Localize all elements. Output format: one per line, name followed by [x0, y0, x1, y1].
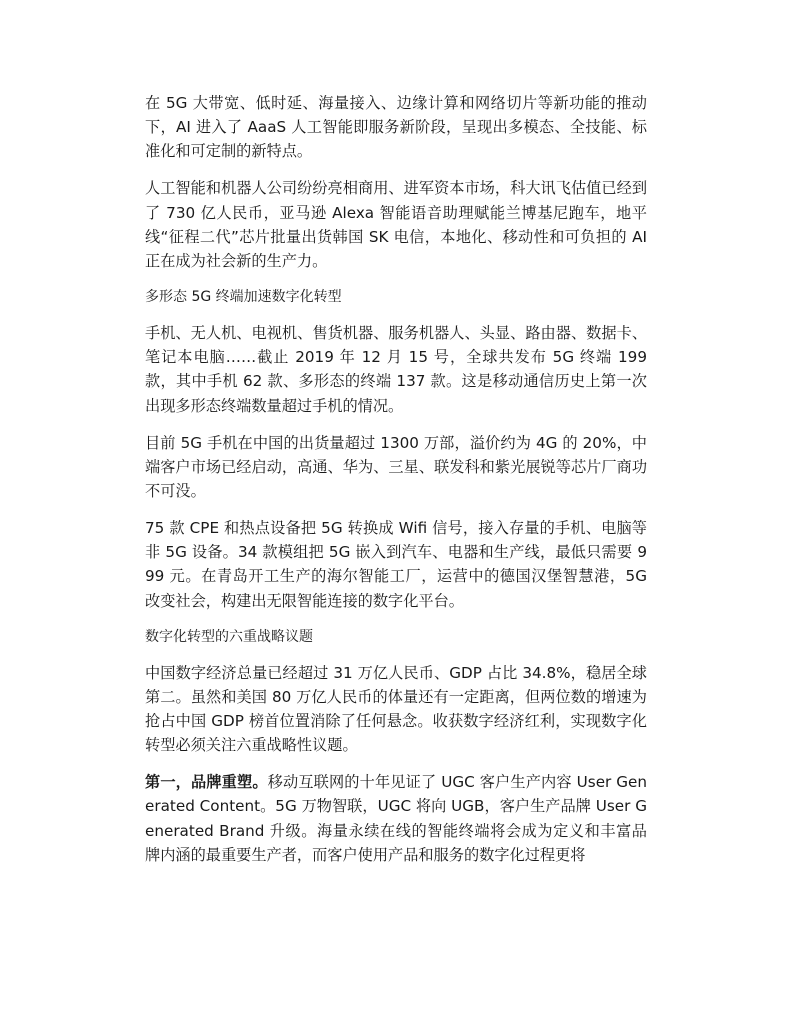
paragraph-aaas: 在 5G 大带宽、低时延、海量接入、边缘计算和网络切片等新功能的推动下，AI 进入了 AaaS 人工智能即服务新阶段，呈现出多模态、全技能、标准化和可定制的新特点。	[145, 94, 647, 161]
paragraph-ai-companies: 人工智能和机器人公司纷纷亮相商用、进军资本市场，科大讯飞估值已经到了 730 亿人民币，亚马逊 Alexa 智能语音助理赋能兰博基尼跑车，地平线“征程二代”芯片批量出货韩国 SK 电信，本地化、移动性和可负担的 AI 正在成为社会新的生产力。	[145, 179, 647, 271]
section-heading-strategy: 数字化转型的六重战略议题	[145, 628, 313, 645]
paragraph-brand-rebuild	[145, 770, 647, 867]
paragraph-digital-economy: 中国数字经济总量已经超过 31 万亿人民币、GDP 占比 34.8%，稳居全球第二。虽然和美国 80 万亿人民币的体量还有一定距离，但两位数的增速为抢占中国 GDP 榜首位置消除了任何悬念。收获数字经济红利，实现数字化转型必须关注六重战略性议题。	[145, 663, 647, 755]
document-body	[145, 91, 647, 880]
section-heading-5g-terminals: 多形态 5G 终端加速数字化转型	[145, 289, 342, 306]
paragraph-cpe-modules: 75 款 CPE 和热点设备把 5G 转换成 Wifi 信号，接入存量的手机、电脑等非 5G 设备。34 款模组把 5G 嵌入到汽车、电器和生产线，最低只需要 999 元。在青岛开工生产的海尔智能工厂，运营中的德国汉堡智慧港，5G 改变社会，构建出无限智能连接的数字化平台。	[145, 519, 647, 610]
paragraph-5g-phones: 目前 5G 手机在中国的出货量超过 1300 万部，溢价约为 4G 的 20%，中端客户市场已经启动，高通、华为、三星、联发科和紫光展锐等芯片厂商功不可没。	[145, 433, 647, 501]
brand-rebuild-lead: 第一，品牌重塑。	[145, 773, 268, 792]
paragraph-5g-terminals: 手机、无人机、电视机、售货机器、服务机器人、头显、路由器、数据卡、笔记本电脑……截止 2019 年 12 月 15 号，全球共发布 5G 终端 199 款，其中手机 62 款、多形态的终端 137 款。这是移动通信历史上第一次出现多形态终端数量超过手机的情况。	[145, 324, 647, 415]
brand-rebuild-text: 移动互联网的十年见证了 UGC 客户生产内容 User Generated Content。5G 万物智联，UGC 将向 UGB，客户生产品牌 User Generated Brand 升级。海量永续在线的智能终端将会成为定义和丰富品牌内涵的最重要生产者，而客户使用产品和服务的数字化过程更将	[145, 773, 648, 864]
